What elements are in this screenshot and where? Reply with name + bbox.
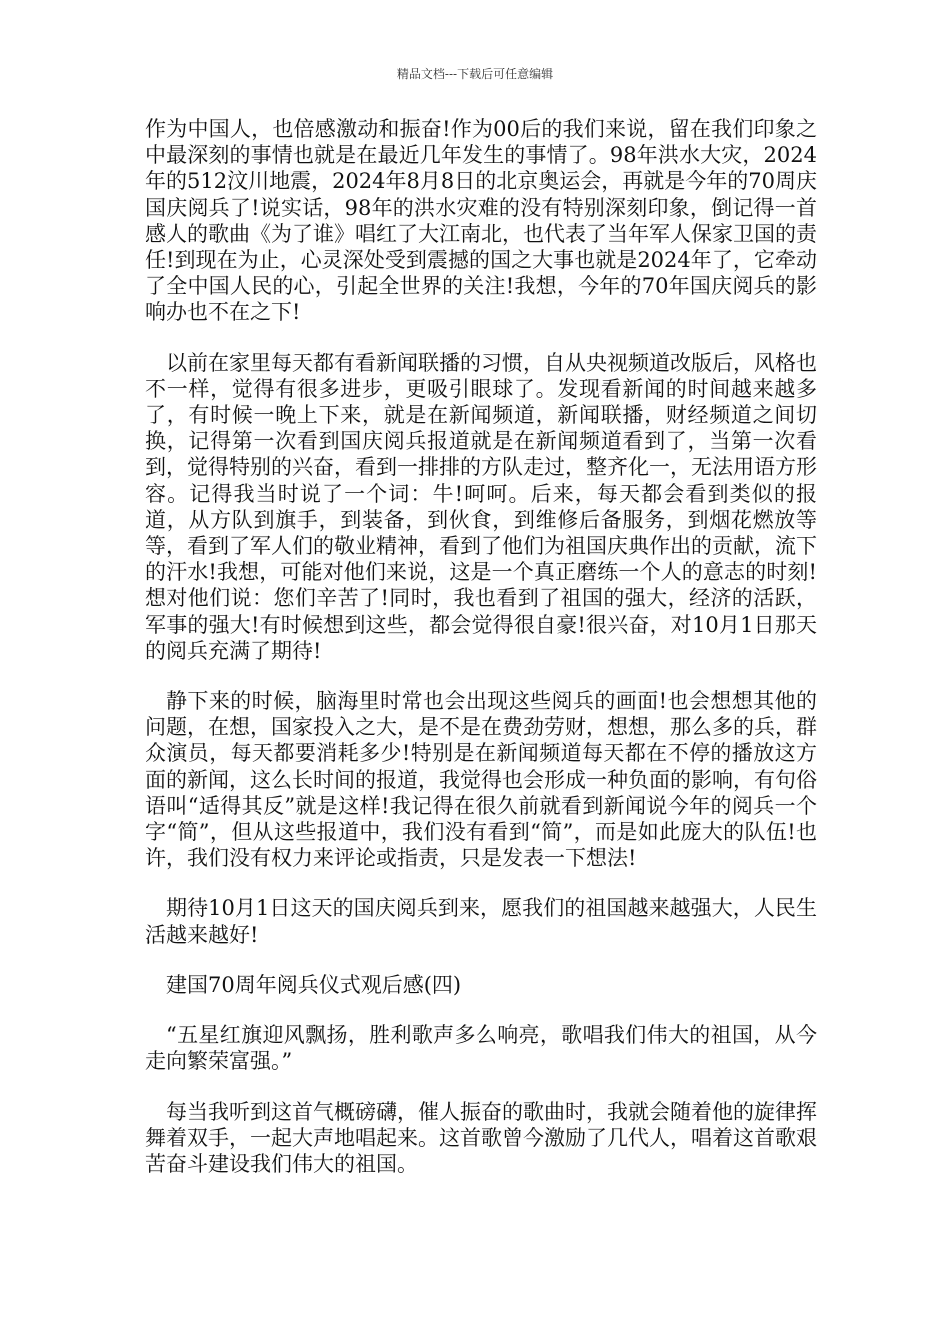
paragraph-quote: “五星红旗迎风飘扬，胜利歌声多么响亮，歌唱我们伟大的祖国，从今走向繁荣富强。” xyxy=(145,1023,817,1074)
paragraph-2: 以前在家里每天都有看新闻联播的习惯，自从央视频道改版后，风格也不一样，觉得有很多进步，更吸引眼球了。发现看新闻的时间越来越多了，有时候一晚上下来，就是在新闻频道，新闻联播，财经频道之间切换，记得第一次看到国庆阅兵报道就是在新闻频道看到了，当第一次看到，觉得特别的兴奋，看到一排排的方队走过，整齐化一，无法用语方形容。记得我当时说了一个词：牛!呵呵。后来，每天都会看到类似的报道，从方队到旗手，到装备，到伙食，到维修后备服务，到烟花燃放等等，看到了军人们的敬业精神，看到了他们为祖国庆典作出的贡献，流下的汗水!我想，可能对他们来说，这是一个真正磨练一个人的意志的时刻!想对他们说：您们辛苦了!同时，我也看到了祖国的强大，经济的活跃，军事的强大!有时候想到这些，都会觉得很自豪!很兴奋，对10月1日那天的阅兵充满了期待! xyxy=(145,350,817,663)
paragraph-5: 每当我听到这首气概磅礴，催人振奋的歌曲时，我就会随着他的旋律挥舞着双手，一起大声地唱起来。这首歌曾今激励了几代人，唱着这首歌艰苦奋斗建设我们伟大的祖国。 xyxy=(145,1099,817,1176)
paragraph-3: 静下来的时候，脑海里时常也会出现这些阅兵的画面!也会想想其他的问题，在想，国家投入之大，是不是在费劲劳财，想想，那么多的兵，群众演员，每天都要消耗多少!特别是在新闻频道每天都在不停的播放这方面的新闻，这么长时间的报道，我觉得也会形成一种负面的影响，有句俗语叫“适得其反”就是这样!我记得在很久前就看到新闻说今年的阅兵一个字“简”，但从这些报道中，我们没有看到“简”，而是如此庞大的队伍!也许，我们没有权力来评论或指责，只是发表一下想法! xyxy=(145,689,817,871)
document-body xyxy=(145,116,817,1201)
paragraph-1: 作为中国人，也倍感激动和振奋!作为00后的我们来说，留在我们印象之中最深刻的事情也就是在最近几年发生的事情了。98年洪水大灾，2024年的512汶川地震，2024年8月8日的北京奥运会，再就是今年的70周庆国庆阅兵了!说实话，98年的洪水灾难的没有特别深刻印象，倒记得一首感人的歌曲《为了谁》唱红了大江南北，也代表了当年军人保家卫国的责任!到现在为止，心灵深处受到震撼的国之大事也就是2024年了，它牵动了全中国人民的心，引起全世界的关注!我想，今年的70年国庆阅兵的影响办也不在之下! xyxy=(145,117,817,325)
section-heading: 建国70周年阅兵仪式观后感(四) xyxy=(166,972,462,997)
page-header: 精品文档---下载后可任意编辑 xyxy=(396,67,554,81)
paragraph-4: 期待10月1日这天的国庆阅兵到来，愿我们的祖国越来越强大，人民生活越来越好! xyxy=(145,896,817,947)
